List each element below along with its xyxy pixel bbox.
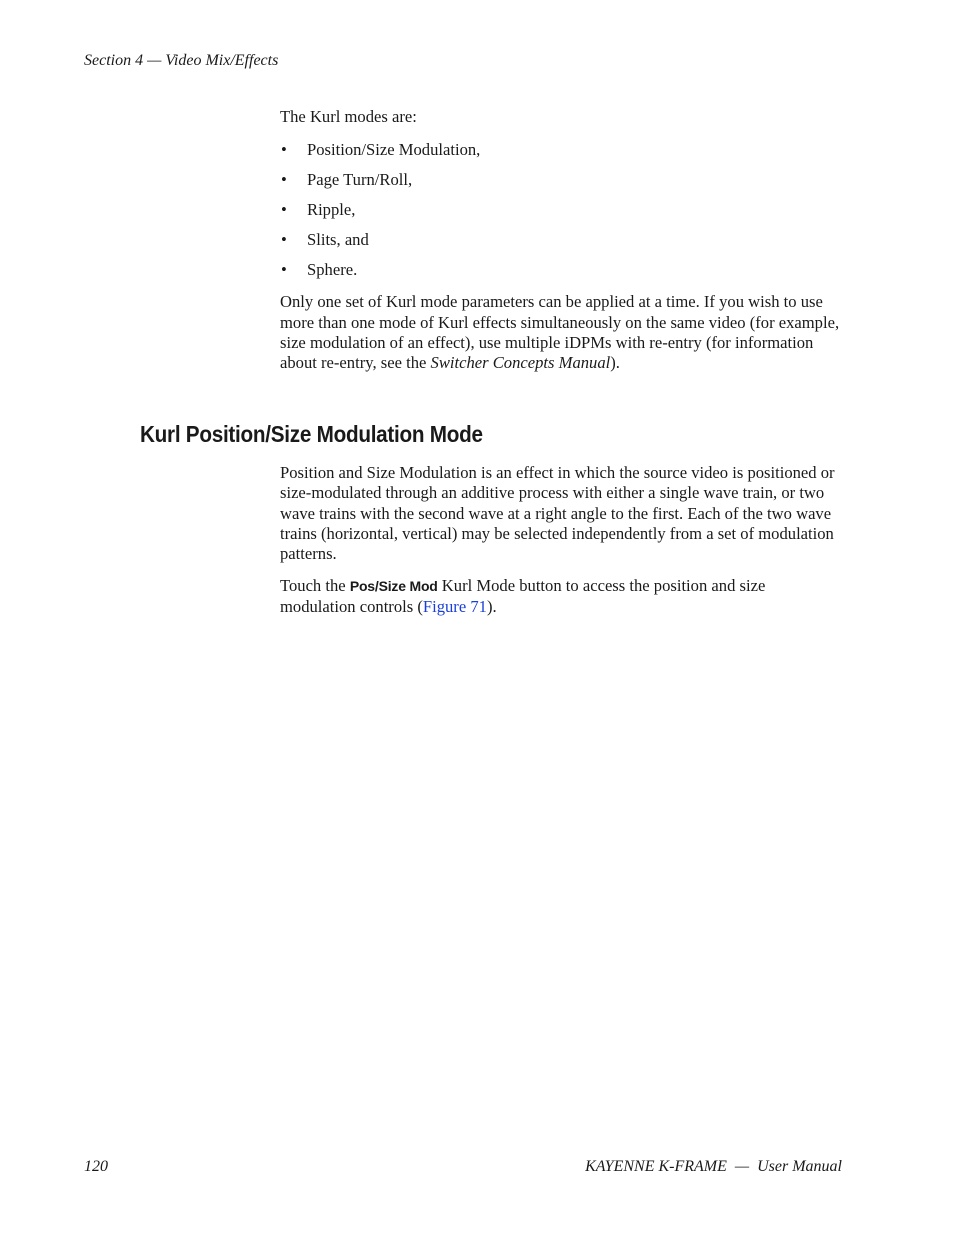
list-item — [280, 230, 842, 250]
intro-block — [280, 107, 842, 373]
running-head: Section 4 — Video Mix/Effects — [84, 52, 279, 69]
instruction-paragraph — [280, 576, 842, 617]
footer-title: KAYENNE K-FRAME — User Manual — [585, 1158, 842, 1175]
section-body — [280, 463, 842, 617]
list-item — [280, 140, 842, 160]
instruction-text-middle: Kurl Mode button to access the position and size modulation controls ( — [280, 576, 766, 616]
list-item-text: Slits, and — [307, 230, 369, 250]
kurl-modes-list — [280, 140, 842, 280]
bullet-icon: • — [281, 260, 287, 280]
section-heading: Kurl Position/Size Modulation Mode — [140, 421, 483, 447]
pos-size-mod-button-label: Pos/Size Mod — [349, 578, 438, 595]
bullet-icon: • — [281, 170, 287, 190]
list-item — [280, 200, 842, 220]
bullet-icon: • — [281, 140, 287, 160]
list-item — [280, 260, 842, 280]
bullet-icon: • — [281, 200, 287, 220]
list-item-text: Ripple, — [307, 200, 356, 220]
page-number: 120 — [84, 1158, 108, 1175]
paragraph-text-end: ). — [610, 353, 620, 373]
figure-link[interactable]: Figure 71 — [422, 596, 487, 616]
list-item — [280, 170, 842, 190]
modes-lead: The Kurl modes are: — [280, 107, 417, 126]
list-item-text: Position/Size Modulation, — [307, 140, 481, 160]
instruction-text-end: ). — [486, 596, 497, 616]
description-paragraph: Position and Size Modulation is an effect in which the source video is positioned or size-modulated through an additive process with either a single wave train, or two wave trains with the second wave at a right angle to the first. Each of the two wave trains (horizontal, vertical) may be selected independently from a set of modulation patterns. — [280, 463, 835, 564]
paragraph-text: Only one set of Kurl mode parameters can be applied at a time. If you wish to use more than one mode of Kurl effects simultaneously on the same video (for example, size modulation of an effect), use multiple iDPMs with re-entry (for information about re-entry, see the — [280, 292, 840, 373]
manual-title: Switcher Concepts Manual — [430, 353, 611, 373]
instruction-text-start: Touch the — [280, 576, 350, 596]
kurl-parameters-paragraph — [280, 292, 842, 373]
list-item-text: Sphere. — [307, 260, 358, 280]
list-item-text: Page Turn/Roll, — [307, 170, 413, 190]
bullet-icon: • — [281, 230, 287, 250]
